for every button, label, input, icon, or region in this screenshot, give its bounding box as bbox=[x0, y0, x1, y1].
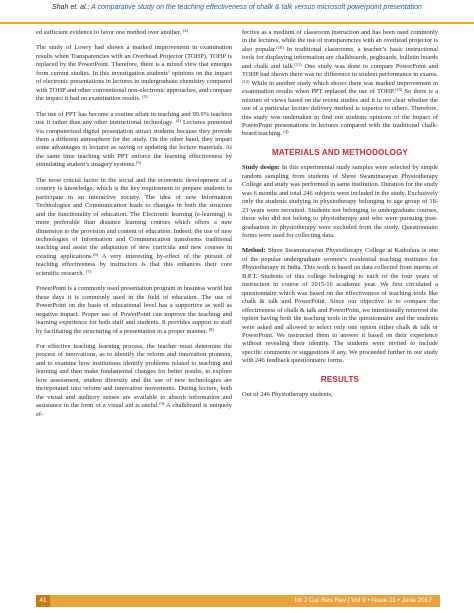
citation-ref: (9) bbox=[159, 401, 165, 407]
page-footer bbox=[36, 595, 440, 607]
paragraph: Study design: In this experimental study samples were selected by simple random sampling from students of Shree Swaminarayan Physiotherapy College and study was performed in same institution. Duration for the study was 6 months and total 246 subjects were included in the study. Exclusively only the students studying in physiotherapy belonging to age group of 18-23 years were recruited. Students not belonging to undergraduate courses, those who did not belong to physiotherapy and who were pursuing post-graduation in physiotherapy were excluded from the study. Questionnaire forms were used for collecting data. bbox=[242, 164, 439, 239]
citation-ref: (11) bbox=[294, 61, 302, 67]
header-article-title-link[interactable]: A comparative study on the teaching effectiveness of chalk & talk versus microsoft powerpoint presentation bbox=[91, 4, 422, 11]
paragraph: Out of 246 Physiotherapy students, bbox=[242, 391, 333, 399]
paragraph: The study of Lowry had shown a marked improvement in examination results when Transparencies with an Overhead Projector (TOHP), TOHP is replaced by the PowerPoint. Therefore, there is a mixed view that emerges from current studies. In this investigation students’ opinions on the impact of electronic presentations in lectures in undergraduate chemistry compared with TOHP and other conventional non-electronic approaches, and compare the impact it had on examination results. $^{(3)}$ bbox=[36, 44, 232, 103]
section-heading-methods: MATERIALS AND METHODOLOGY bbox=[271, 147, 409, 157]
paragraph: PowerPoint is a commonly used presentation program in business world but these days it is commonly used in the field of education. The use of PowerPoint on the basis of educational level has a supportive as well as negative impact. Proper use of PowerPoint can improve the teaching and learning experience for both staff and students. It provides support to staff by facilitating the structuring of a presentation in a proper manner. $^{(8)}$ bbox=[36, 285, 232, 335]
running-header bbox=[0, 4, 474, 18]
paragraph-lead: Method: bbox=[242, 247, 266, 255]
citation-ref: (4) bbox=[283, 129, 289, 135]
citation-ref: (10) bbox=[276, 44, 284, 50]
paragraph: ed sufficient evidence to favor one method over another. $^{(2)}$ bbox=[36, 28, 189, 36]
citation-ref: (5) bbox=[135, 160, 142, 166]
left-column bbox=[36, 29, 232, 419]
citation-ref: (2) bbox=[182, 28, 189, 33]
paragraph: The most crucial factor in the social and the economic development of a country is knowledge, which is the key requirement to prepare students to participate in an interactive society. The idea of new Information Technologies and Communication leads to changes in both the structure and the functionality of education. The Electronic learning (e-learning) is more preferable than distance learning courses which offers a new dimension to the provision and content of education. Indeed, the use of new technologies of Information and Communication transforms traditional teaching and assist the adaptation of new curricula and new courses in existing applications.$^{(6)}$ A very interesting by-effect of the pursuit of teaching effectiveness by instructors is that this enhances their core scientific research. $^{(7)}$ bbox=[36, 176, 232, 277]
citation-ref: (6) bbox=[93, 251, 99, 257]
page-number: 41 bbox=[36, 595, 50, 607]
right-column bbox=[242, 29, 438, 400]
journal-citation: Int J Cur Res Rev | Vol 9 • Issue 11 • June 2017 bbox=[294, 597, 432, 604]
citation-ref: (13) bbox=[394, 87, 403, 93]
paragraph: The use of PPT has become a routine affair in teaching and 99.9% teachers use it rather than any other instructional technology. $^{(4)}$ Lectures presented via computerized digital presentation attract students because they provide them a different atmosphere for the study. On the other hand, they impart some advantages to lecturer as saving or updating the lecture materials. At the same time teaching with PPT enforce the learning effectiveness by stimulating student’s imagery systems.$^{(5)}$ bbox=[36, 110, 232, 169]
citation-ref: (3) bbox=[142, 94, 148, 100]
header-divider bbox=[0, 22, 474, 24]
section-heading-results: RESULTS bbox=[320, 374, 360, 384]
citation-ref: (12) bbox=[242, 78, 250, 84]
citation-ref: (7) bbox=[85, 268, 92, 274]
paragraph: fective as a medium of classroom instruction and has been used commonly in the lectures, while the use of transparencies with an overhead projector is also popular.$^{(10)}$ In traditional classrooms, a teacher’s basic instructional tools for displaying information are chalkboards, pegboards, bulletin boards and chalk and talk.$^{(11)}$ One study was done to compare PowerPoint and TOHP had shown there was no difference in student performance in exams. $^{(12)}$ While in another study which shows there was marked improvement in examination results when PPT replaced the use of TOHP.$^{(13)}$ So there is a mixture of views based on the recent studies and it is not clear whether the use of a particular lecture delivery method is superior to others. Therefore, this study was undertaken to find out students opinions of the impact of PowerPoint presentations in lectures compared with the traditional chalk-board teaching. $^{(4)}$ bbox=[242, 29, 438, 138]
header-authors: Shah et. al.: bbox=[52, 4, 92, 11]
paragraph: Method: Shree Swaminarayan Physiotherapy College at Kadodara is one of the popular undergraduate women’s residential teaching institutes for Physiotherapy in India. This work is based on data collected from interns of B.P.T. Students of this college belonging to each of the four years of instruction in course of 2015-16 academic year. We first circulated a questionnaire which was based on the effectiveness of teaching tools like chalk & talk and PowerPoint. Since our objective is to compare the effectiveness of chalk & talk and PowerPoint, we intentionally removed the option having both the teaching tools in the questionnaire and the students were asked and allowed to select only one option either chalk & talk or PowerPoint. We instructed them to answer it based on their experience without revealing their identity. The students were invited to include specific comments or suggestions if any. We proceeded further in our study with 246 feedback questionnaire forms. bbox=[242, 247, 438, 365]
citation-ref: (8) bbox=[208, 326, 214, 332]
citation-ref: (4) bbox=[175, 118, 181, 124]
paragraph: For effective teaching learning process, the teacher must determine the process of innovations, as to identify the reform and innovation pioneers, and to examine how institutions identify problems related to teaching and learning and then make fundamental changes for better results, to explore how assessment, student diversity and the use of new technologies are incorporated into reform and innovation movements. During lecture, both the visual and auditory senses are available to absorb information and assistance in the form of a visual aid is useful.$^{(9)}$ A chalkboard is uniquely ef- bbox=[36, 342, 232, 418]
paragraph-lead: Study design: bbox=[242, 164, 280, 172]
